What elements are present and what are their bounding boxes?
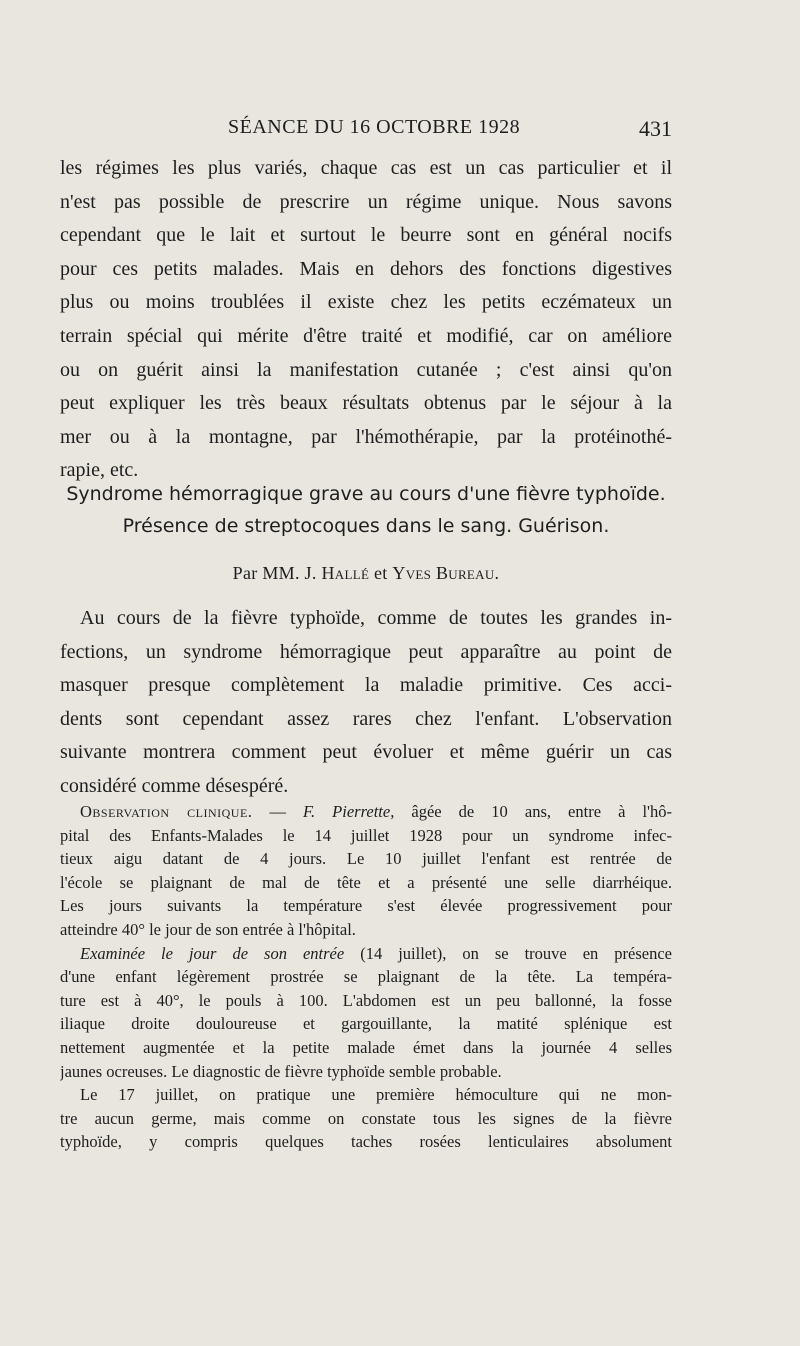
text-line: Le 17 juillet, on pratique une première hémoculture qui ne mon-	[80, 1085, 672, 1105]
clinical-observation	[60, 800, 672, 1154]
text-line: nettement augmentée et la petite malade émet dans la journée 4 selles	[60, 1037, 672, 1057]
examination-first-line	[60, 942, 672, 966]
text-line: jaunes ocreuses. Le diagnostic de fièvre typhoïde semble probable.	[60, 1061, 502, 1081]
page-number: 431	[639, 116, 672, 141]
text-line: atteindre 40° le jour de son entrée à l'hôpital.	[60, 919, 356, 939]
text-line: les régimes les plus variés, chaque cas est un cas particulier et il	[60, 157, 672, 179]
observation-label: Observation clinique.	[80, 802, 253, 821]
article-title-line-1: Syndrome hémorragique grave au cours d'une fièvre typhoïde.	[66, 483, 666, 505]
text-line: mer ou à la montagne, par l'hémothérapie, par la protéinothé-	[60, 425, 672, 448]
authors-suffix: .	[494, 563, 500, 583]
text-line: iliaque droite douloureuse et gargouillante, la matité splénique est	[60, 1014, 672, 1034]
text-line: suivante montrera comment peut évoluer et même guérir un cas	[60, 741, 672, 764]
text-line: l'école se plaignant de mal de tête et a présenté une selle diarrhéique.	[60, 872, 672, 892]
text-line: d'une enfant légèrement prostrée se plaignant de la tête. La tempéra-	[60, 967, 672, 987]
patient-name: F. Pierrette,	[303, 802, 395, 821]
authors-conjunction: et	[369, 563, 393, 583]
author-halle: Hallé	[321, 563, 370, 583]
text-line: fections, un syndrome hémorragique peut apparaître au point de	[60, 640, 672, 663]
examination-phrase: Examinée le jour de son entrée	[80, 943, 345, 963]
article-title-line-2: Présence de streptocoques dans le sang. Guérison.	[122, 515, 610, 537]
text-line: Les jours suivants la température s'est élevée progressivement pour	[60, 896, 672, 916]
text-line: typhoïde, y compris quelques taches rosées lenticulaires absolument	[60, 1132, 672, 1152]
examination-line-rest: (14 juillet), on se trouve en présence	[344, 943, 672, 963]
running-title: SÉANCE DU 16 OCTOBRE 1928	[228, 116, 521, 138]
article-heading	[60, 478, 672, 588]
running-header	[60, 116, 672, 146]
text-line: peut expliquer les très beaux résultats obtenus par le séjour à la	[60, 392, 672, 415]
text-line: Au cours de la fièvre typhoïde, comme de toutes les grandes in-	[80, 607, 672, 629]
text-line: tre aucun germe, mais comme on constate tous les signes de la fièvre	[60, 1108, 672, 1128]
text-line: masquer presque complètement la maladie primitive. Ces acci-	[60, 674, 672, 697]
paragraph-eczema-continuation	[60, 152, 672, 488]
paragraph-introduction	[60, 602, 672, 804]
article-authors	[60, 558, 672, 588]
text-line: tieux aigu datant de 4 jours. Le 10 juillet l'enfant est rentrée de	[60, 849, 672, 869]
text-line: plus ou moins troublées il existe chez les petits eczémateux un	[60, 291, 672, 314]
text-line: pour ces petits malades. Mais en dehors des fonctions digestives	[60, 257, 672, 280]
text-line: ture est à 40°, le pouls à 100. L'abdomen est un peu ballonné, la fosse	[60, 990, 672, 1010]
text-line: dents sont cependant assez rares chez l'enfant. L'observation	[60, 707, 672, 730]
text-line: cependant que le lait et surtout le beurre sont en général nocifs	[60, 224, 672, 247]
observation-line-rest: âgée de 10 ans, entre à l'hô-	[394, 802, 672, 821]
text-line: n'est pas possible de prescrire un régime unique. Nous savons	[60, 190, 672, 213]
author-bureau: Yves Bureau	[392, 563, 495, 583]
text-line: considéré comme désespéré.	[60, 774, 289, 797]
authors-prefix: Par MM. J.	[232, 563, 322, 583]
observation-dash: —	[252, 802, 304, 821]
observation-first-line	[60, 800, 672, 824]
text-line: pital des Enfants-Malades le 14 juillet 1928 pour un syndrome infec-	[60, 825, 672, 845]
text-line: ou on guérit ainsi la manifestation cutanée ; c'est ainsi qu'on	[60, 358, 672, 381]
text-line: terrain spécial qui mérite d'être traité et modifié, car on améliore	[60, 324, 672, 347]
text-line: rapie, etc.	[60, 459, 139, 482]
